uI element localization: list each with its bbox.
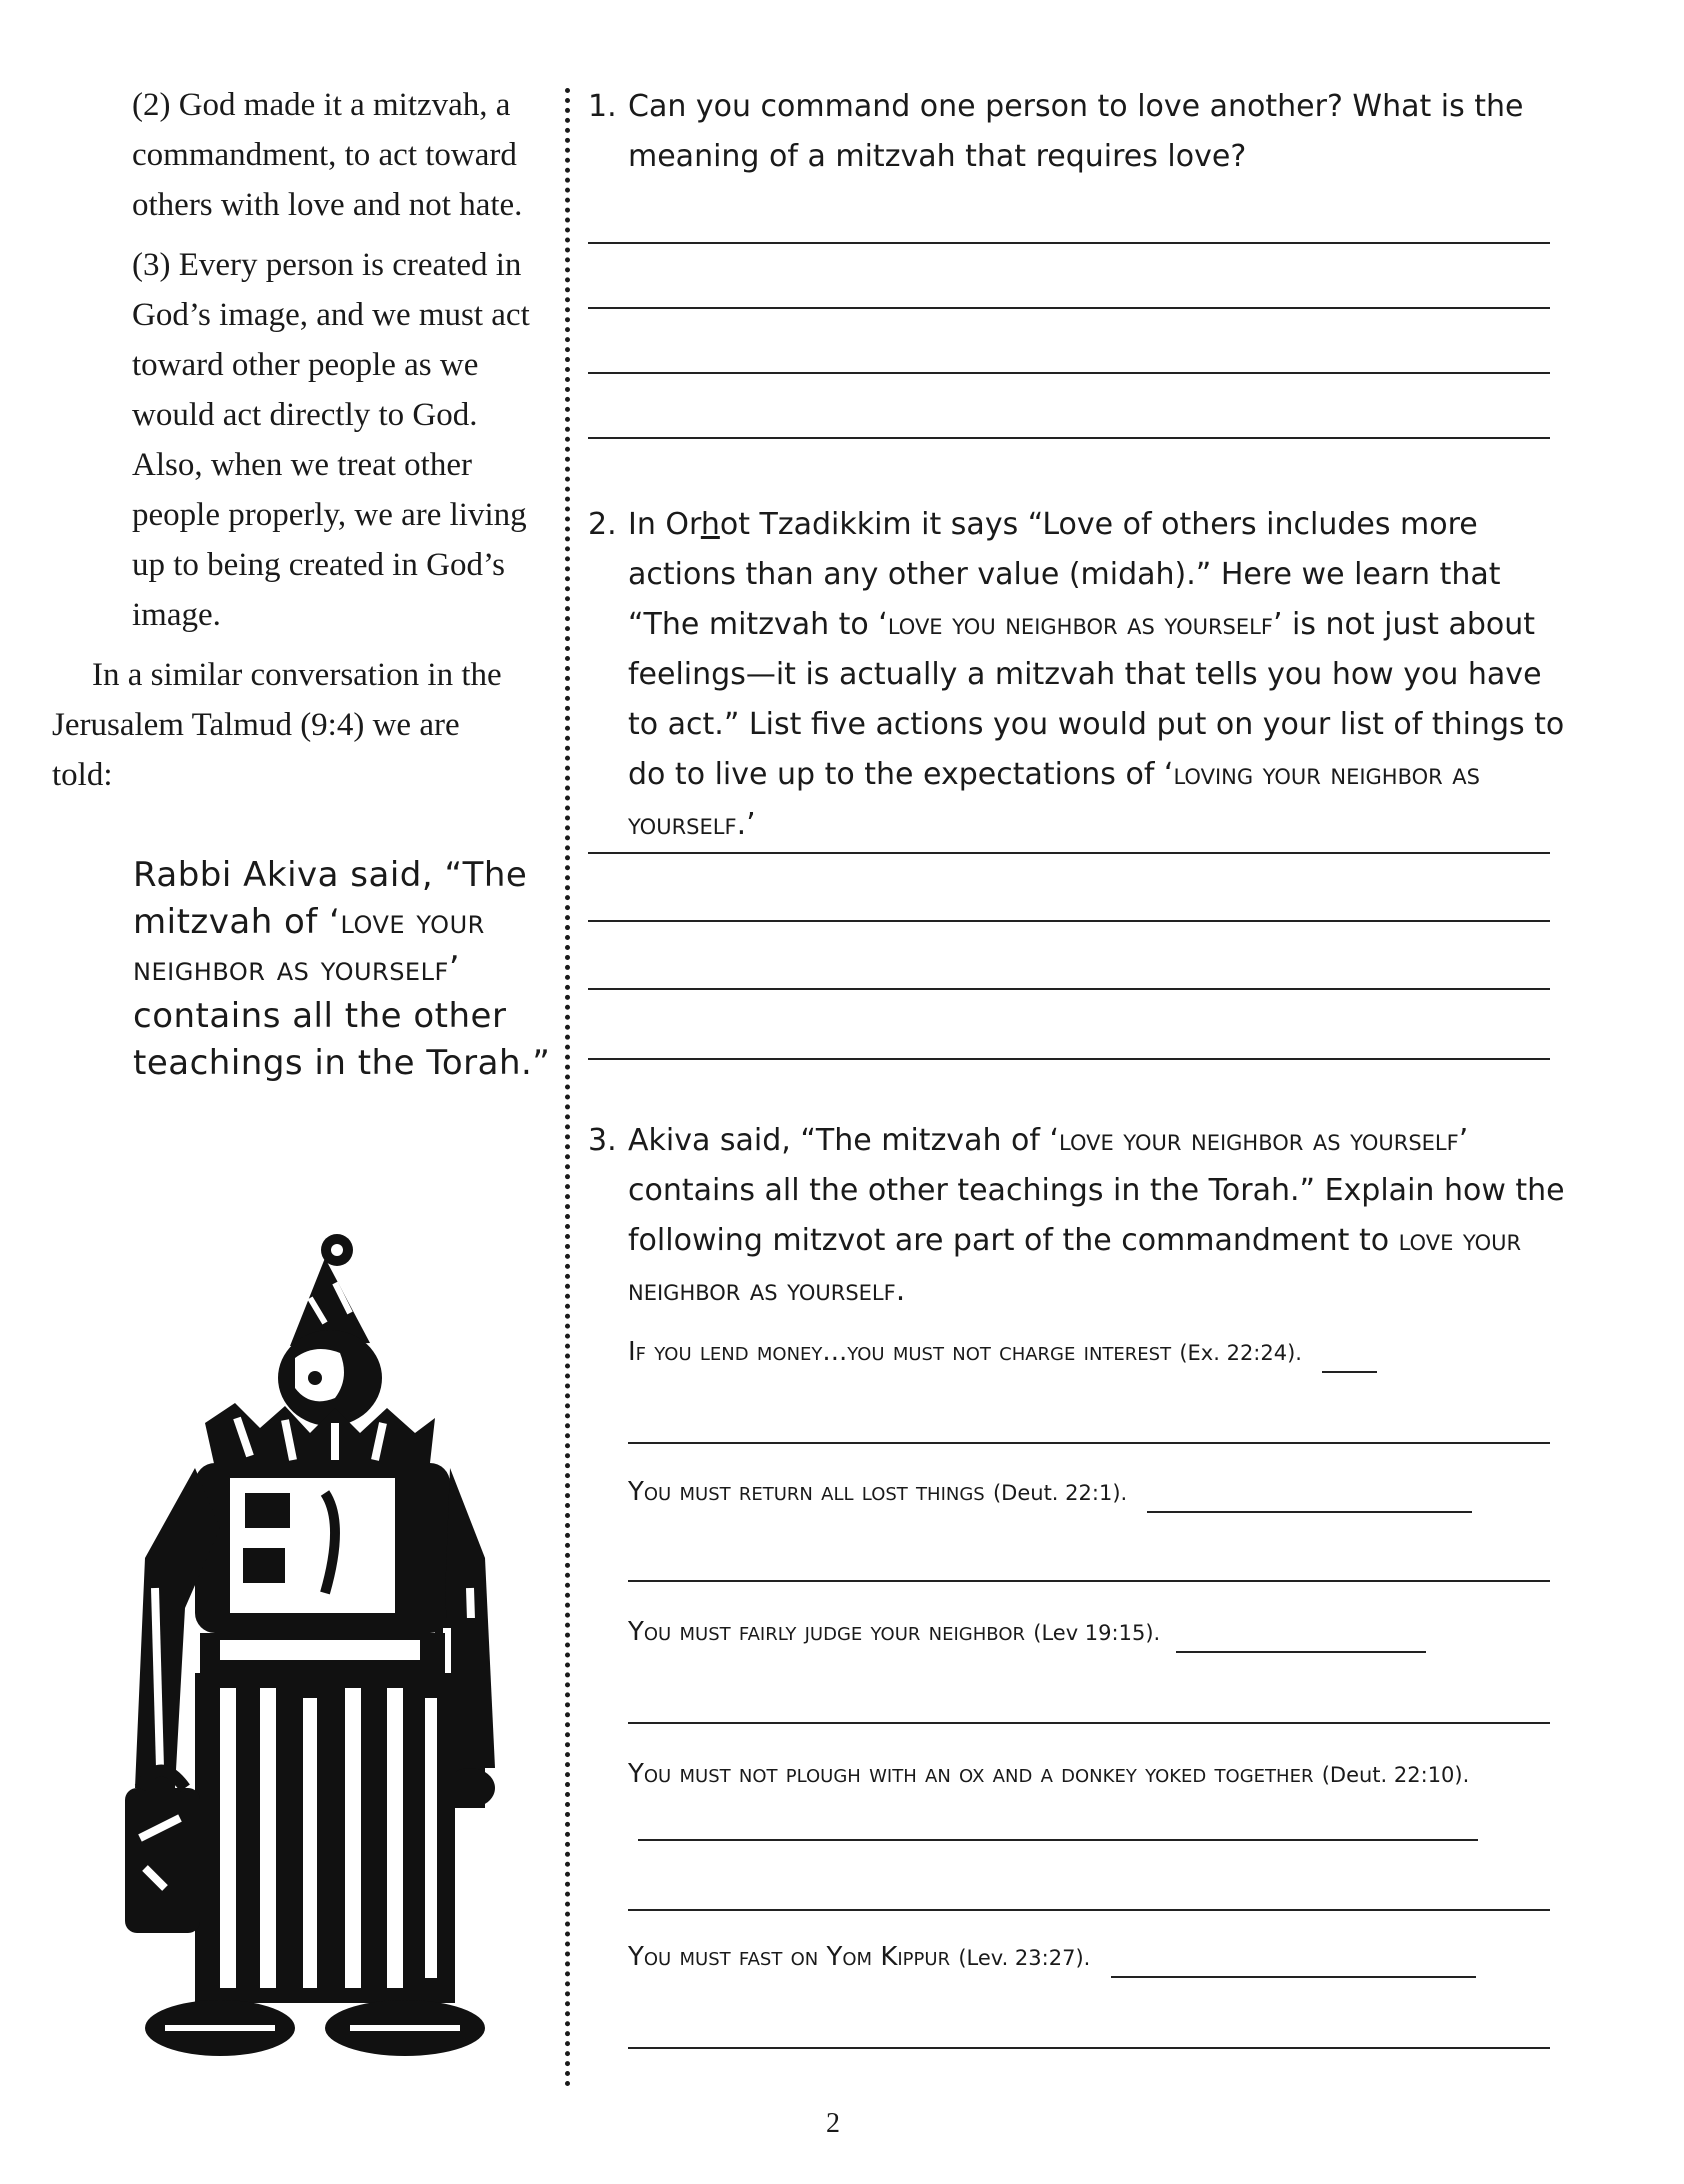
mitzvah-text: You must fairly judge your neighbor	[628, 1617, 1025, 1647]
answer-line[interactable]	[628, 1909, 1550, 1911]
left-column	[52, 80, 552, 810]
text-segment: In Or	[628, 507, 701, 542]
mitzvah-text: You must return all lost things	[628, 1477, 985, 1507]
text-segment: Akiva said, “The mitzvah of ‘	[628, 1123, 1059, 1158]
mitzvah-reference: (Lev. 23:27).	[958, 1946, 1091, 1970]
question-3	[588, 1116, 1573, 1316]
mitzvah-item	[628, 1332, 1573, 1373]
answer-line[interactable]	[588, 988, 1550, 990]
mitzvah-item	[628, 1612, 1573, 1653]
answer-line[interactable]	[588, 920, 1550, 922]
answer-line[interactable]	[588, 852, 1550, 854]
mitzvah-item	[628, 1937, 1573, 1978]
akiva-quote	[133, 852, 563, 1087]
answer-line[interactable]	[588, 372, 1550, 374]
text-small-caps: loving your neighbor as yourself	[628, 757, 1480, 842]
answer-line[interactable]	[628, 1580, 1550, 1582]
mitzvah-reference: (Lev 19:15).	[1033, 1621, 1161, 1645]
mitzvah-text: If you lend money...you must not charge interest	[628, 1337, 1172, 1367]
mitzvah-reference: (Deut. 22:1).	[992, 1481, 1128, 1505]
paragraph-jerusalem-talmud: In a similar conversation in the Jerusalem Talmud (9:4) we are told:	[52, 657, 502, 793]
mitzvah-reference: (Deut. 22:10).	[1321, 1763, 1470, 1787]
text-segment: h	[700, 507, 720, 542]
page-number: 2	[826, 2108, 840, 2139]
question-number: 1.	[588, 89, 617, 124]
text-segment: ’ is not just about feelings—it is actually a mitzvah that tells you how you have to act.” List five actions you would put on your list of things to do to live up to the expectations of ‘	[628, 607, 1565, 792]
dotted-divider	[565, 88, 570, 2088]
question-number: 2.	[588, 507, 617, 542]
text-small-caps: love your neighbor as yourself	[1059, 1123, 1459, 1158]
answer-line[interactable]	[638, 1809, 1478, 1841]
text-segment: ’ contains all the other teachings in the Torah.” Explain how the following mitzvot are part of the commandment to	[628, 1123, 1565, 1258]
answer-line[interactable]	[628, 1442, 1550, 1444]
text-small-caps: love you neighbor as yourself	[887, 607, 1273, 642]
answer-line[interactable]	[1322, 1341, 1377, 1373]
quote-start: Rabbi Akiva said, “The mitzvah of ‘	[133, 855, 528, 942]
text-small-caps: love your neighbor as yourself	[628, 1223, 1522, 1308]
quote-caps: love your neighbor as yourself	[133, 902, 485, 989]
text-segment: .	[895, 1273, 906, 1308]
text-segment: ot Tzadikkim it says “Love of others includes more actions than any other value (midah).” Here we learn that “The mitzvah to ‘	[628, 507, 1501, 642]
answer-line[interactable]	[1147, 1481, 1472, 1513]
answer-line[interactable]	[588, 437, 1550, 439]
answer-line[interactable]	[628, 1722, 1550, 1724]
mitzvah-item	[628, 1472, 1573, 1513]
mitzvah-item	[628, 1752, 1573, 1841]
answer-line[interactable]	[1111, 1946, 1476, 1978]
clown-illustration	[125, 1228, 515, 2076]
mitzvah-text: You must fast on Yom Kippur	[628, 1942, 951, 1972]
paragraph-god-mitzvah: (2) God made it a mitzvah, a commandment, to act toward others with love and not hate.	[132, 87, 523, 223]
answer-line[interactable]	[588, 242, 1550, 244]
paragraph-gods-image: (3) Every person is created in God’s image, and we must act toward other people as we would act directly to God. Also, when we treat other people properly, we are living up to being created in God’s image.	[132, 247, 530, 633]
question-text: Can you command one person to love another? What is the meaning of a mitzvah that requires love?	[628, 89, 1524, 174]
answer-line[interactable]	[588, 1058, 1550, 1060]
mitzvah-text: You must not plough with an ox and a donkey yoked together	[628, 1759, 1314, 1789]
question-2	[588, 500, 1573, 850]
question-1	[588, 82, 1573, 182]
question-text	[628, 500, 1573, 850]
answer-line[interactable]	[1176, 1621, 1426, 1653]
quote-end: ’ contains all the other teachings in the Torah.”	[133, 949, 551, 1083]
answer-line[interactable]	[588, 307, 1550, 309]
mitzvah-reference: (Ex. 22:24).	[1179, 1341, 1302, 1365]
question-number: 3.	[588, 1123, 617, 1158]
question-text	[628, 1116, 1573, 1316]
text-segment: .’	[736, 807, 756, 842]
answer-line[interactable]	[628, 2047, 1550, 2049]
